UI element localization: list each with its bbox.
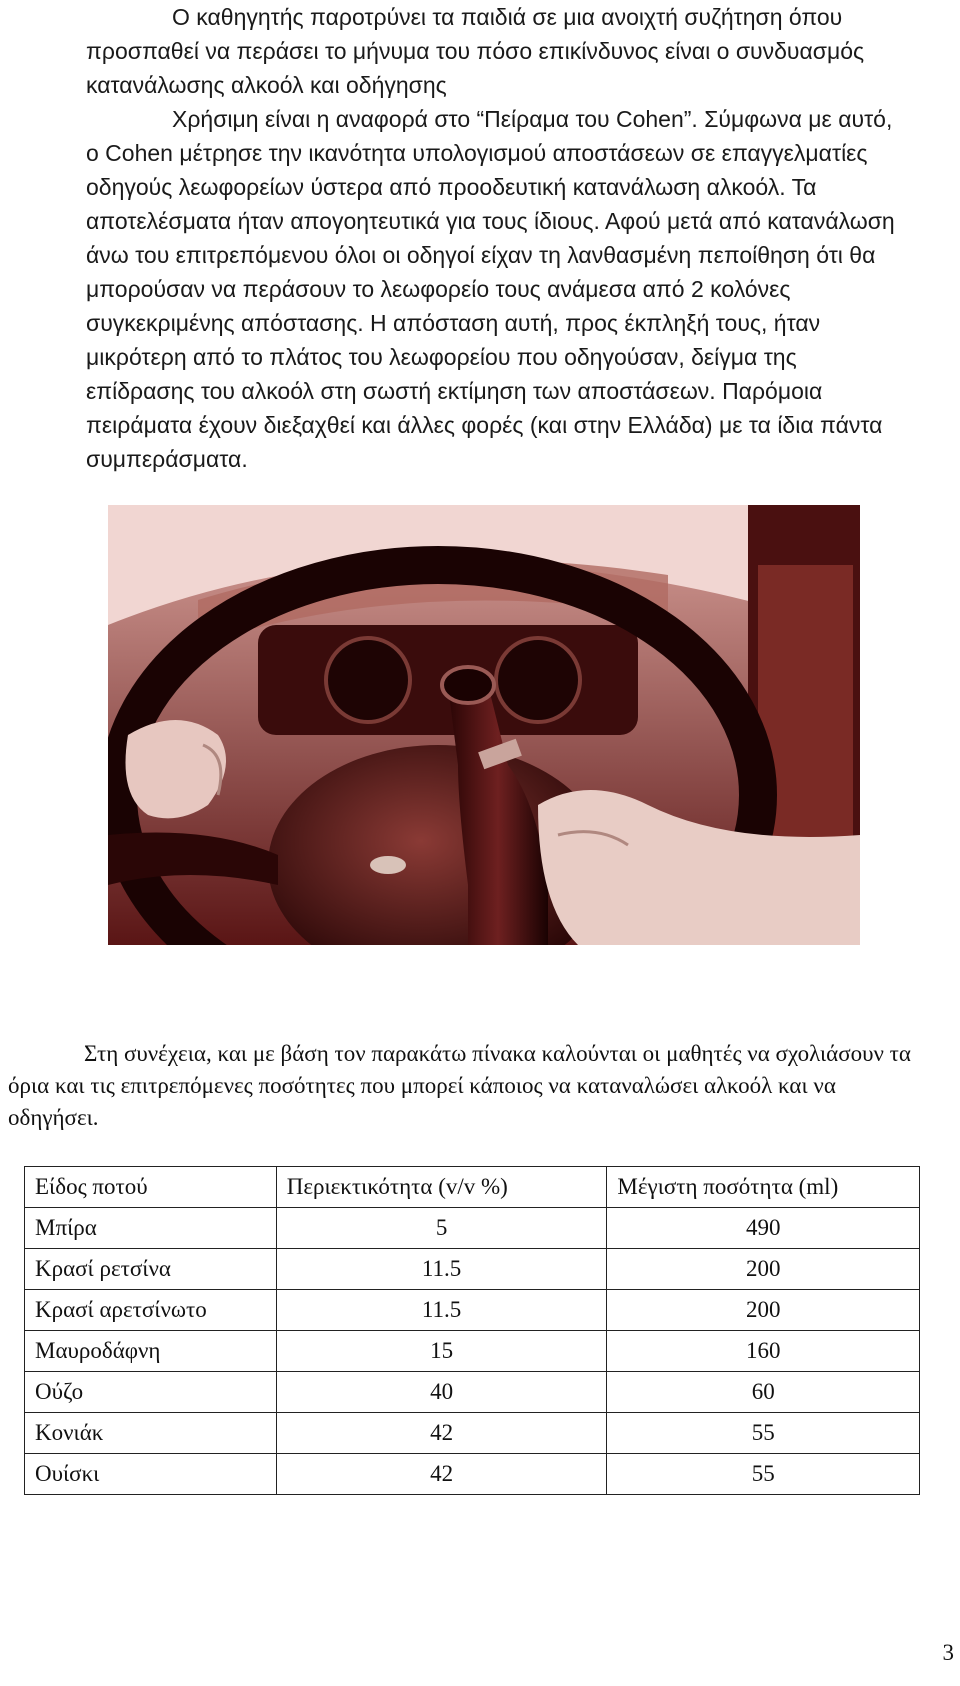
cell-content: 15 xyxy=(276,1331,607,1372)
page-number: 3 xyxy=(942,1640,954,1665)
cell-quantity: 160 xyxy=(607,1331,920,1372)
table-row xyxy=(25,1249,920,1290)
cell-content: 40 xyxy=(276,1372,607,1413)
photo-illustration xyxy=(108,505,860,945)
cell-drink: Κονιάκ xyxy=(25,1413,277,1454)
cell-content: 42 xyxy=(276,1454,607,1495)
cell-content: 5 xyxy=(276,1208,607,1249)
table-row xyxy=(25,1290,920,1331)
alcohol-limits-table xyxy=(24,1166,920,1495)
cell-drink: Ουίσκι xyxy=(25,1454,277,1495)
body-text xyxy=(86,0,906,476)
table-row xyxy=(25,1372,920,1413)
table-header-row xyxy=(25,1167,920,1208)
table-row xyxy=(25,1454,920,1495)
cell-content: 42 xyxy=(276,1413,607,1454)
drunk-driving-photo xyxy=(108,505,860,945)
table-row xyxy=(25,1208,920,1249)
header-alcohol-content: Περιεκτικότητα (v/v %) xyxy=(276,1167,607,1208)
cell-drink: Ούζο xyxy=(25,1372,277,1413)
table-intro xyxy=(8,1038,918,1134)
cell-quantity: 55 xyxy=(607,1413,920,1454)
cell-content: 11.5 xyxy=(276,1249,607,1290)
cell-drink: Κρασί αρετσίνωτο xyxy=(25,1290,277,1331)
cell-quantity: 200 xyxy=(607,1290,920,1331)
table-row xyxy=(25,1331,920,1372)
cell-drink: Κρασί ρετσίνα xyxy=(25,1249,277,1290)
cell-drink: Μαυροδάφνη xyxy=(25,1331,277,1372)
cell-quantity: 490 xyxy=(607,1208,920,1249)
header-drink-type: Είδος ποτού xyxy=(25,1167,277,1208)
paragraph-intro: Ο καθηγητής παροτρύνει τα παιδιά σε μια ανοιχτή συζήτηση όπου προσπαθεί να περάσει το μήνυμα του πόσο επικίνδυνος είναι ο συνδυασμός κατανάλωσης αλκοόλ και οδήγησης xyxy=(86,4,865,98)
cell-content: 11.5 xyxy=(276,1290,607,1331)
cell-quantity: 55 xyxy=(607,1454,920,1495)
table-row xyxy=(25,1413,920,1454)
paragraph-cohen: Χρήσιμη είναι η αναφορά στο “Πείραμα του Cohen”. Σύμφωνα με αυτό, ο Cohen μέτρησε την ικανότητα υπολογισμού αποστάσεων σε επαγγελματίες οδηγούς λεωφορείων ύστερα από προοδευτική κατανάλωση αλκοόλ. Τα αποτελέσματα ήταν απογοητευτικά για τους ίδιους. Αφού μετά από κατανάλωση άνω του επιτρεπόμενου όλοι οι οδηγοί είχαν τη λανθασμένη πεποίθηση ότι θα μπορούσαν να περάσουν το λεωφορείο τους ανάμεσα από 2 κολόνες συγκεκριμένης απόστασης. Η απόσταση αυτή, προς έκπληξή τους, ήταν μικρότερη από το πλάτος του λεωφορείου που οδηγούσαν, δείγμα της επίδρασης του αλκοόλ στη σωστή εκτίμηση των αποστάσεων. Παρόμοια πειράματα έχουν διεξαχθεί και άλλες φορές (και στην Ελλάδα) με τα ίδια πάντα συμπεράσματα. xyxy=(86,106,895,472)
cell-quantity: 200 xyxy=(607,1249,920,1290)
cell-quantity: 60 xyxy=(607,1372,920,1413)
header-max-quantity: Μέγιστη ποσότητα (ml) xyxy=(607,1167,920,1208)
cell-drink: Μπίρα xyxy=(25,1208,277,1249)
table-intro-text: Στη συνέχεια, και με βάση τον παρακάτω πίνακα καλούνται οι μαθητές να σχολιάσουν τα όρια και τις επιτρεπόμενες ποσότητες που μπορεί κάποιος να καταναλώσει αλκοόλ και να οδηγήσει. xyxy=(8,1041,911,1130)
